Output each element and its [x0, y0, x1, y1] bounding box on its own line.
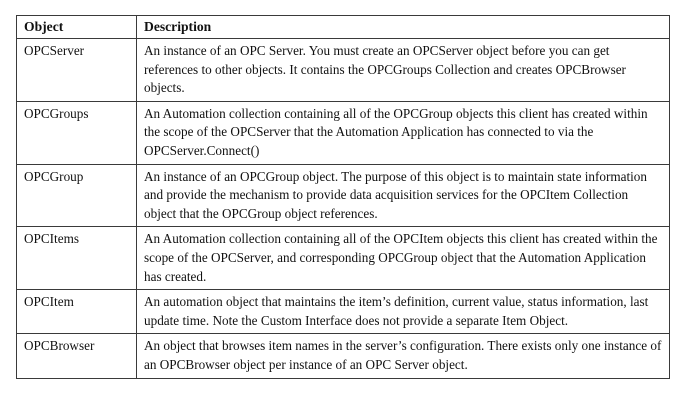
description-cell: An automation object that maintains the item’s definition, current value, status information, last update time. Note the Custom Interface does not provide a separate Item Object. — [137, 290, 670, 334]
description-cell: An object that browses item names in the server’s configuration. There exists only one instance of an OPCBrowser object per instance of an OPC Server object. — [137, 334, 670, 378]
object-cell: OPCItem — [17, 290, 137, 334]
description-cell: An Automation collection containing all of the OPCItem objects this client has created within the scope of the OPCServer, and corresponding OPCGroup object that the Automation Application has created. — [137, 227, 670, 290]
table-row — [17, 334, 670, 378]
description-cell: An Automation collection containing all of the OPCGroup objects this client has created within the scope of the OPCServer that the Automation Application has connected to via the OPCServer.Connect() — [137, 101, 670, 164]
table-row — [17, 290, 670, 334]
object-cell: OPCBrowser — [17, 334, 137, 378]
object-cell: OPCItems — [17, 227, 137, 290]
description-cell: An instance of an OPCGroup object. The purpose of this object is to maintain state information and provide the mechanism to provide data acquisition services for the OPCItem Collection object that the OPCGroup object references. — [137, 164, 670, 227]
description-cell: An instance of an OPC Server. You must create an OPCServer object before you can get references to other objects. It contains the OPCGroups Collection and creates OPCBrowser objects. — [137, 39, 670, 102]
table-row — [17, 164, 670, 227]
table-row — [17, 101, 670, 164]
table-row — [17, 39, 670, 102]
header-object: Object — [17, 16, 137, 39]
header-description: Description — [137, 16, 670, 39]
table-header-row — [17, 16, 670, 39]
opc-objects-table — [16, 15, 670, 379]
object-cell: OPCGroup — [17, 164, 137, 227]
table-row — [17, 227, 670, 290]
object-cell: OPCServer — [17, 39, 137, 102]
object-cell: OPCGroups — [17, 101, 137, 164]
